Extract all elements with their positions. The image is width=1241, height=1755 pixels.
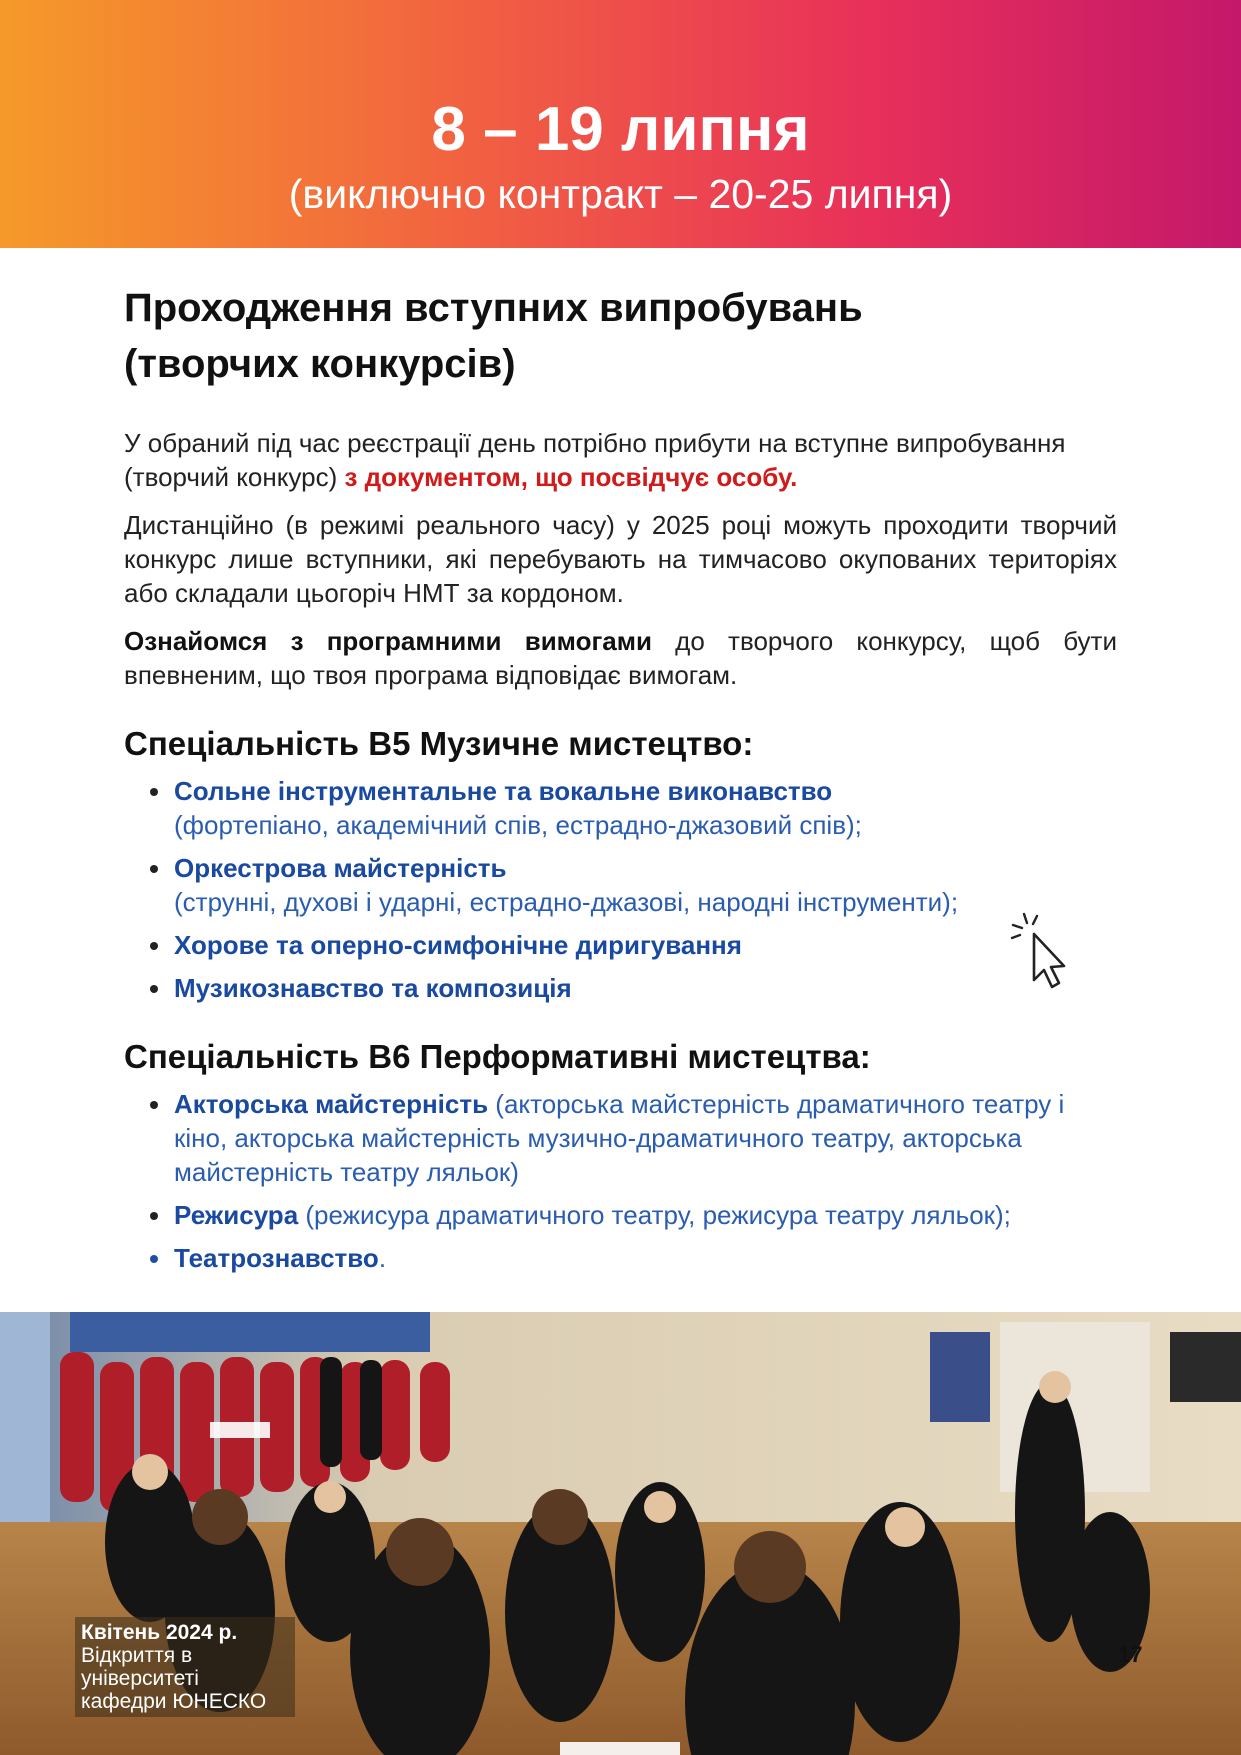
- list-item[interactable]: [124, 1198, 1117, 1232]
- bullet-icon: [150, 865, 158, 873]
- list-item[interactable]: [124, 971, 1117, 1005]
- paragraph-requirements: [124, 624, 1117, 692]
- caption-date: Квітень 2024 р.: [81, 1621, 238, 1644]
- bullet-icon: [150, 1255, 158, 1263]
- list-item[interactable]: [124, 928, 1117, 962]
- spec-link-musicology[interactable]: Музикознавство та композиція: [174, 973, 572, 1003]
- click-cursor-icon: [1010, 910, 1072, 990]
- paragraph-arrival-text: У обраний під час реєстрації день потрібно прибути на вступне випробування (творчий конкурс): [124, 428, 1066, 492]
- spec-detail: .: [378, 1243, 387, 1273]
- spec-detail: (режисура драматичного театру, режисура театру ляльок);: [298, 1200, 1011, 1230]
- spec-link-orchestra[interactable]: Оркестрова майстерність: [174, 853, 507, 883]
- bullet-icon: [150, 1212, 158, 1220]
- photo-caption: [75, 1617, 295, 1717]
- list-item[interactable]: [124, 1241, 1117, 1275]
- spec-link-theatre-studies[interactable]: Театрознавство: [174, 1243, 379, 1273]
- spec-detail: (акторська майстерність драматичного театру і кіно, акторська майстерність музично-драматичного театру, акторська майстерність театру ляльок): [174, 1089, 1065, 1187]
- spec-link-conducting[interactable]: Хорове та оперно-симфонічне диригування: [174, 930, 742, 960]
- bullet-icon: [150, 1101, 158, 1109]
- title-line-2: (творчих конкурсів): [124, 342, 516, 386]
- page-title: [124, 280, 1117, 392]
- paragraph-remote: Дистанційно (в режимі реального часу) у 2025 році можуть проходити творчий конкурс лише вступники, які перебувають на тимчасово окупованих територіях або складали цьогоріч НМТ за кордоном.: [124, 510, 1117, 608]
- list-item[interactable]: [124, 774, 1117, 842]
- spec-link-acting[interactable]: Акторська майстерність: [174, 1089, 489, 1119]
- paragraph-arrival: [124, 426, 1117, 494]
- paragraph-requirements-text: до творчого конкурсу, щоб бути впевненим, що твоя програма відповідає вимогам.: [124, 626, 1117, 690]
- spec-b6-heading: Спеціальність В6 Перформативні мистецтва:: [124, 1038, 871, 1075]
- bullet-icon: [150, 942, 158, 950]
- spec-b6-list: [124, 1087, 1117, 1275]
- spec-b5-heading: Спеціальність В5 Музичне мистецтво:: [124, 725, 754, 762]
- spec-detail: (фортепіано, академічний спів, естрадно-джазовий спів);: [174, 810, 862, 840]
- header-dates: 8 – 19 липня: [431, 95, 810, 164]
- list-item[interactable]: [124, 851, 1117, 919]
- spec-b5-list: [124, 774, 1117, 1005]
- bullet-icon: [150, 985, 158, 993]
- program-requirements-link[interactable]: Ознайомся з програмними вимогами: [124, 626, 652, 656]
- bullet-icon: [150, 788, 158, 796]
- spec-link-directing[interactable]: Режисура: [174, 1200, 299, 1230]
- caption-text: Відкриття в університеті кафедри ЮНЕСКО: [81, 1644, 267, 1713]
- list-item[interactable]: [124, 1087, 1117, 1189]
- header-banner: [0, 0, 1241, 248]
- main-content: [124, 280, 1117, 1284]
- spec-detail: (струнні, духові і ударні, естрадно-джазові, народні інструменти);: [174, 887, 959, 917]
- header-note: (виключно контракт – 20-25 липня): [288, 171, 953, 217]
- page-number: 17: [1118, 1642, 1143, 1667]
- id-document-emphasis: з документом, що посвідчує особу.: [344, 462, 798, 492]
- title-line-1: Проходження вступних випробувань: [124, 286, 863, 330]
- spec-link-solo-performance[interactable]: Сольне інструментальне та вокальне виконавство: [174, 776, 833, 806]
